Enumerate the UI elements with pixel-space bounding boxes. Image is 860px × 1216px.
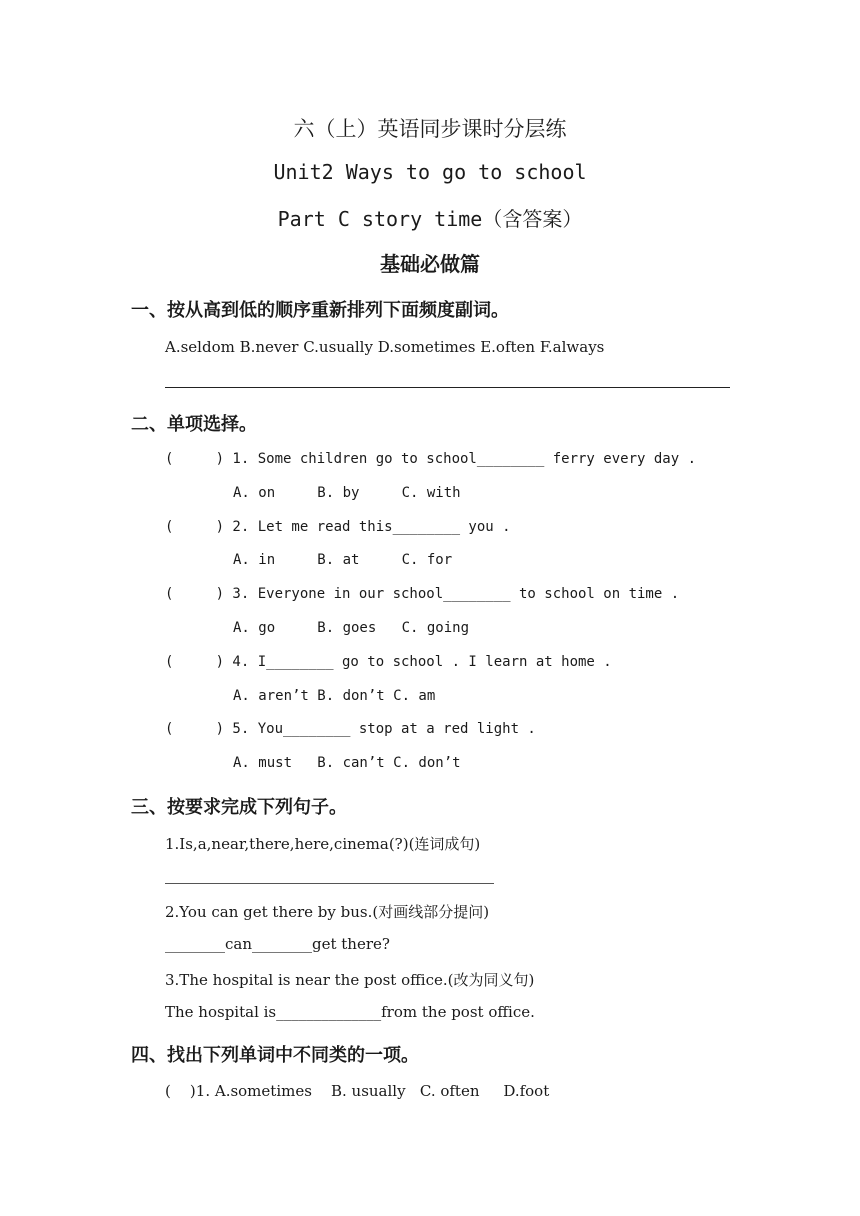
section1-heading: 一、按从高到低的顺序重新排列下面频度副词。 — [131, 300, 509, 321]
page-title: 六（上）英语同步课时分层练 — [293, 117, 567, 141]
question-3-options: A. go B. goes C. going — [233, 620, 470, 636]
question-4-options: A. aren’t B. don’t C. am — [233, 688, 436, 704]
section3-heading: 三、按要求完成下列句子。 — [131, 797, 347, 818]
question-1: ( ) 1. Some children go to school________ ferry every day . — [165, 451, 697, 467]
part-title: Part C story time（含答案） — [277, 207, 583, 231]
sentence-task-1: 1.Is,a,near,there,here,cinema(?)(连词成句) — [165, 835, 481, 853]
question-5-options: A. must B. can’t C. don’t — [233, 755, 461, 771]
question-1-options: A. on B. by C. with — [233, 485, 461, 501]
unit-title: Unit2 Ways to go to school — [273, 160, 587, 184]
level-title: 基础必做篇 — [380, 252, 480, 276]
odd-one-out-1: ( )1. A.sometimes B. usually C. often D.foot — [165, 1082, 550, 1100]
section2-heading: 二、单项选择。 — [131, 414, 257, 435]
sentence-task-3-blank: The hospital is______________from the post office. — [165, 1003, 535, 1021]
question-2: ( ) 2. Let me read this________ you . — [165, 519, 511, 535]
sentence-task-2-blank: ________can________get there? — [165, 935, 390, 953]
question-5: ( ) 5. You________ stop at a red light . — [165, 721, 536, 737]
question-2-options: A. in B. at C. for — [233, 552, 453, 568]
answer-line[interactable] — [165, 387, 730, 388]
sentence-task-3: 3.The hospital is near the post office.(改为同义句) — [165, 971, 535, 989]
section4-heading: 四、找出下列单词中不同类的一项。 — [131, 1045, 419, 1066]
adverb-list: A.seldom B.never C.usually D.sometimes E.often F.always — [165, 338, 605, 356]
question-4: ( ) 4. I________ go to school . I learn at home . — [165, 654, 612, 670]
answer-line[interactable] — [165, 883, 494, 884]
question-3: ( ) 3. Everyone in our school________ to school on time . — [165, 586, 680, 602]
sentence-task-2: 2.You can get there by bus.(对画线部分提问) — [165, 903, 490, 921]
